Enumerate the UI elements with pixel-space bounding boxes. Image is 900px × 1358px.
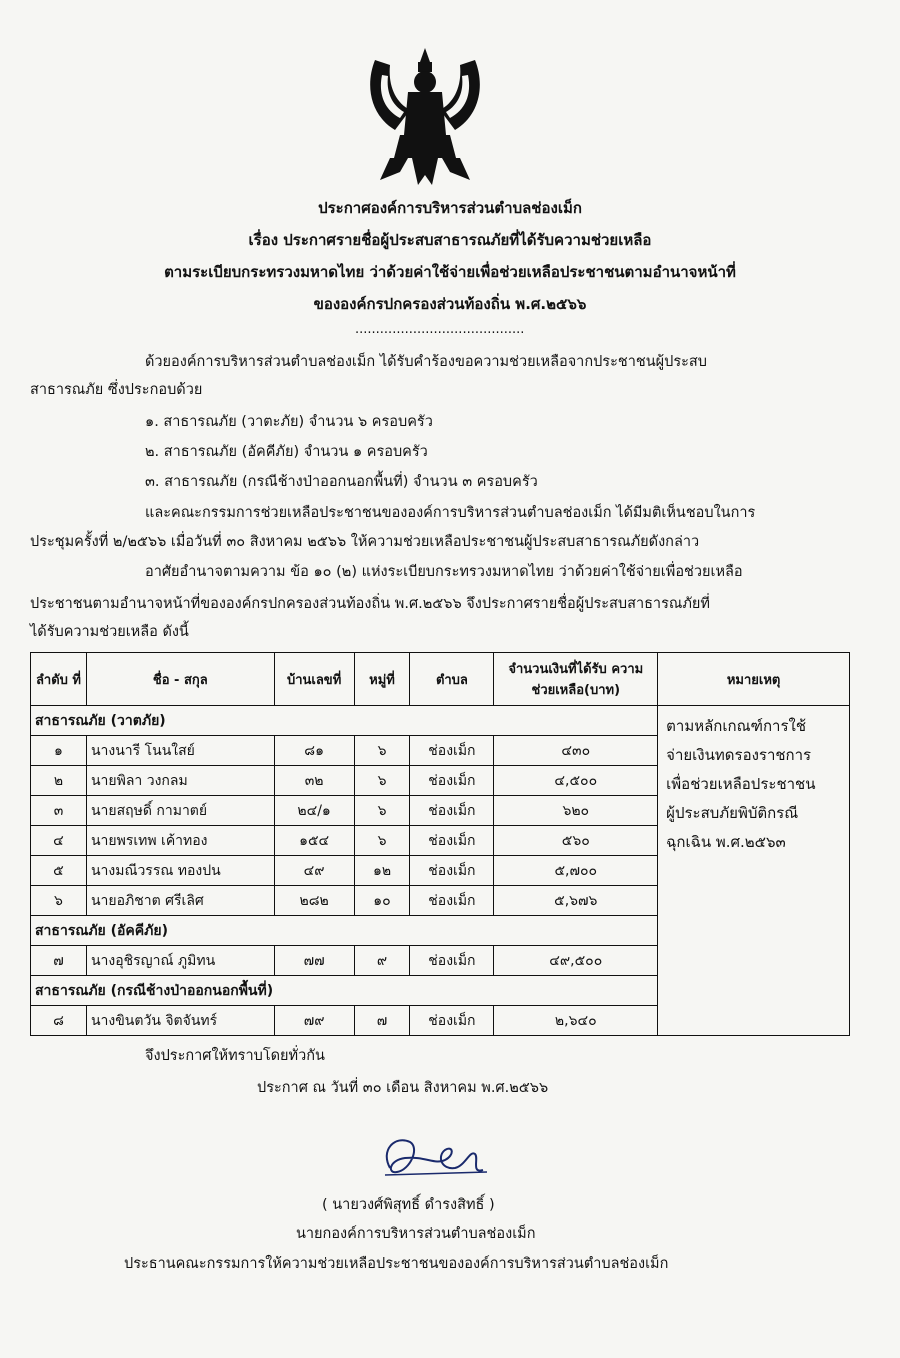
title-line-3: ตามระเบียบกระทรวงมหาดไทย ว่าด้วยค่าใช้จ่ายเพื่อช่วยเหลือประชาชนตามอำนาจหน้าที่ [164,263,736,281]
signature-icon [375,1130,495,1185]
cell-tambon: ช่องเม็ก [410,736,494,766]
cell-name: นายอภิชาต ศรีเลิศ [86,886,274,916]
cell-tambon: ช่องเม็ก [410,886,494,916]
cell-amount: ๕๖๐ [494,826,658,856]
announcement-date: ประกาศ ณ วันที่ ๓๐ เดือน สิงหาคม พ.ศ.๒๕๖๖ [257,1080,549,1096]
list-item-2: ๒. สาธารณภัย (อัคคีภัย) จำนวน ๑ ครอบครัว [145,444,428,460]
title-divider: ......................................... [355,322,525,337]
cell-name: นายพิลา วงกลม [86,766,274,796]
cell-moo: ๑๒ [354,856,410,886]
paragraph-3b: ประชาชนตามอำนาจหน้าที่ขององค์กรปกครองส่วนท้องถิ่น พ.ศ.๒๕๖๖ จึงประกาศรายชื่อผู้ประสบสาธารณภัยที่ [30,596,710,612]
assistance-table [30,652,850,1036]
group-label-2: สาธารณภัย (อัคคีภัย) [31,916,658,946]
remark-cell [658,706,850,1036]
cell-tambon: ช่องเม็ก [410,826,494,856]
header-moo: หมู่ที่ [354,653,410,706]
signer-title-2: ประธานคณะกรรมการให้ความช่วยเหลือประชาชนขององค์การบริหารส่วนตำบลช่องเม็ก [124,1256,669,1272]
remark-line: ตามหลักเกณฑ์การใช้ [666,717,807,735]
remark-line: ฉุกเฉิน พ.ศ.๒๕๖๓ [666,833,786,851]
cell-no: ๕ [31,856,87,886]
cell-no: ๓ [31,796,87,826]
cell-amount: ๖๒๐ [494,796,658,826]
cell-moo: ๖ [354,736,410,766]
paragraph-2b: ประชุมครั้งที่ ๒/๒๕๖๖ เมื่อวันที่ ๓๐ สิงหาคม ๒๕๖๖ ให้ความช่วยเหลือประชาชนผู้ประสบสาธารณภัยดังกล่าว [30,534,700,550]
paragraph-1a: ด้วยองค์การบริหารส่วนตำบลช่องเม็ก ได้รับคำร้องขอความช่วยเหลือจากประชาชนผู้ประสบ [145,354,707,370]
cell-tambon: ช่องเม็ก [410,856,494,886]
list-item-1: ๑. สาธารณภัย (วาตะภัย) จำนวน ๖ ครอบครัว [145,414,433,430]
cell-name: นางนารี โนนใสย์ [86,736,274,766]
cell-no: ๘ [31,1006,87,1036]
signer-title-1: นายกองค์การบริหารส่วนตำบลช่องเม็ก [296,1226,536,1242]
list-item-3: ๓. สาธารณภัย (กรณีช้างป่าออกนอกพื้นที่) จำนวน ๓ ครอบครัว [145,474,538,490]
cell-name: นายพรเทพ เค้าทอง [86,826,274,856]
signer-name: ( นายวงศ์พิสุทธิ์ ดำรงสิทธิ์ ) [322,1197,495,1213]
cell-no: ๖ [31,886,87,916]
cell-moo: ๑๐ [354,886,410,916]
cell-moo: ๖ [354,796,410,826]
garuda-emblem-icon [360,40,490,190]
cell-amount: ๔๙,๕๐๐ [494,946,658,976]
title-line-1: ประกาศองค์การบริหารส่วนตำบลช่องเม็ก [318,199,582,217]
cell-tambon: ช่องเม็ก [410,946,494,976]
cell-amount: ๔๓๐ [494,736,658,766]
cell-no: ๔ [31,826,87,856]
cell-name: นางมณีวรรณ ทองปน [86,856,274,886]
header-house: บ้านเลขที่ [274,653,354,706]
cell-house: ๒๔/๑ [274,796,354,826]
cell-name: นายสฤษดิ์ กามาตย์ [86,796,274,826]
header-remark: หมายเหตุ [658,653,850,706]
cell-amount: ๕,๖๗๖ [494,886,658,916]
cell-house: ๒๘๒ [274,886,354,916]
remark-line: ผู้ประสบภัยพิบัติกรณี [666,804,799,822]
paragraph-2a: และคณะกรรมการช่วยเหลือประชาชนขององค์การบริหารส่วนตำบลช่องเม็ก ได้มีมติเห็นชอบในการ [145,505,756,521]
table-header-row [31,653,850,706]
header-name: ชื่อ - สกุล [86,653,274,706]
group-label-1: สาธารณภัย (วาตภัย) [31,706,658,736]
cell-house: ๘๑ [274,736,354,766]
cell-name: นางอุชิรญาณ์ ภูมิทน [86,946,274,976]
cell-moo: ๙ [354,946,410,976]
cell-house: ๑๕๔ [274,826,354,856]
cell-tambon: ช่องเม็ก [410,766,494,796]
remark-line: เพื่อช่วยเหลือประชาชน [666,775,816,793]
cell-house: ๔๙ [274,856,354,886]
cell-amount: ๔,๕๐๐ [494,766,658,796]
cell-moo: ๗ [354,1006,410,1036]
header-tambon: ตำบล [410,653,494,706]
cell-amount: ๒,๖๔๐ [494,1006,658,1036]
cell-no: ๗ [31,946,87,976]
title-line-4: ขององค์กรปกครองส่วนท้องถิ่น พ.ศ.๒๕๖๖ [313,295,587,313]
cell-name: นางขินตวัน จิตจันทร์ [86,1006,274,1036]
cell-no: ๑ [31,736,87,766]
cell-tambon: ช่องเม็ก [410,1006,494,1036]
paragraph-1b: สาธารณภัย ซึ่งประกอบด้วย [30,382,203,398]
remark-line: จ่ายเงินทดรองราชการ [666,746,812,764]
cell-amount: ๕,๗๐๐ [494,856,658,886]
paragraph-3c: ได้รับความช่วยเหลือ ดังนี้ [30,624,189,640]
cell-moo: ๖ [354,826,410,856]
paragraph-3a: อาศัยอำนาจตามความ ข้อ ๑๐ (๒) แห่งระเบียบกระทรวงมหาดไทย ว่าด้วยค่าใช้จ่ายเพื่อช่วยเหลือ [145,564,743,580]
group-label-3: สาธารณภัย (กรณีช้างป่าออกนอกพื้นที่) [31,976,658,1006]
header-amount: จำนวนเงินที่ได้รับ ความช่วยเหลือ(บาท) [494,653,658,706]
cell-house: ๓๒ [274,766,354,796]
header-no: ลำดับ ที่ [31,653,87,706]
cell-no: ๒ [31,766,87,796]
group-row [31,706,850,736]
cell-moo: ๖ [354,766,410,796]
title-line-2: เรื่อง ประกาศรายชื่อผู้ประสบสาธารณภัยที่ได้รับความช่วยเหลือ [248,231,652,249]
cell-house: ๗๙ [274,1006,354,1036]
closing-notice: จึงประกาศให้ทราบโดยทั่วกัน [145,1048,325,1064]
cell-house: ๗๗ [274,946,354,976]
cell-tambon: ช่องเม็ก [410,796,494,826]
